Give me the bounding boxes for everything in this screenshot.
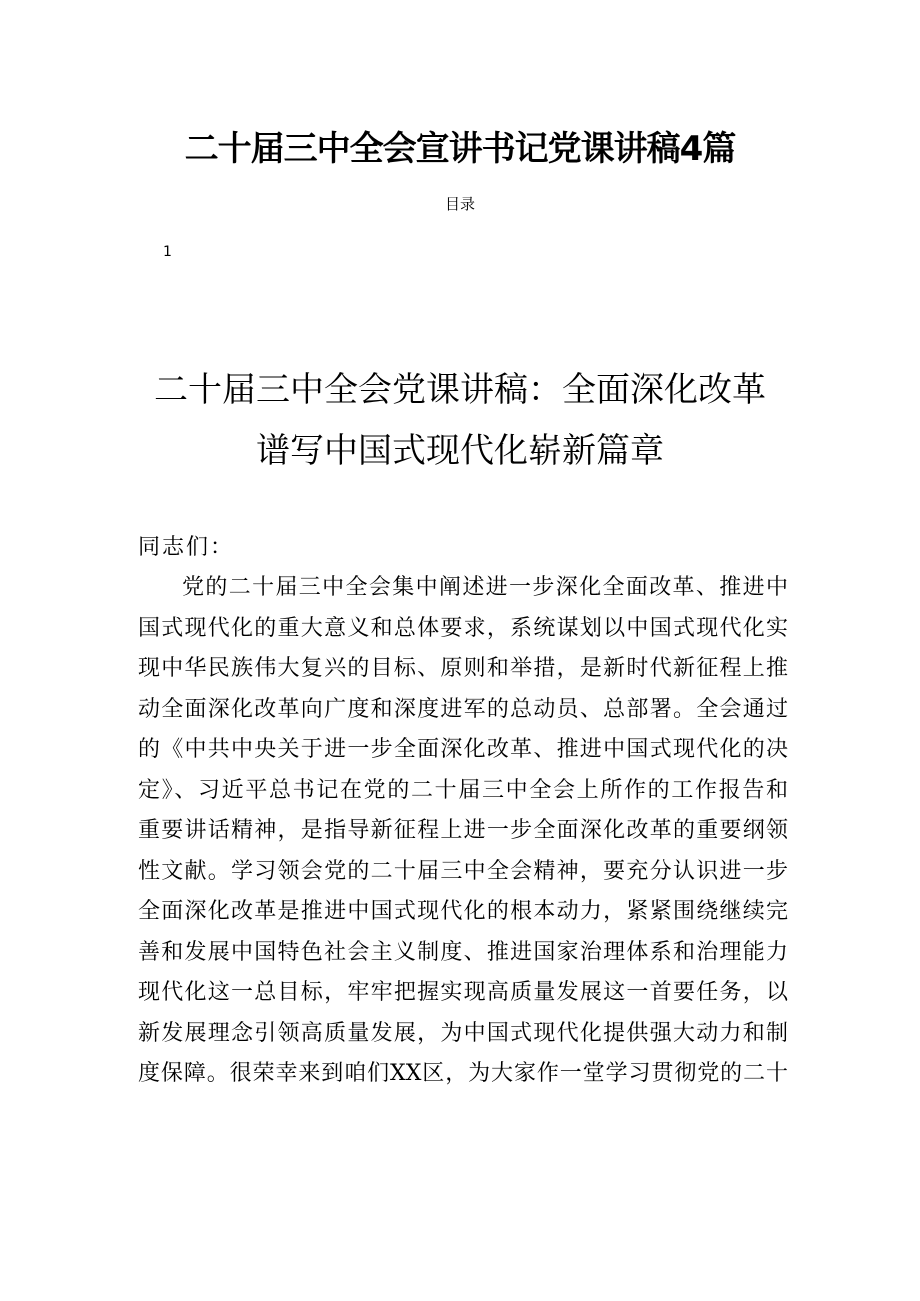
body-line: 党的二十届三中全会集中阐述进一步深化全面改革、推进中 — [182, 575, 788, 600]
toc-entry[interactable]: 1 — [163, 244, 172, 260]
body-line: 现代化这一总目标，牢牢把握实现高质量发展这一首要任务，以 — [138, 980, 788, 1005]
body-line: 的《中共中央关于进一步全面深化改革、推进中国式现代化的决 — [138, 737, 788, 762]
toc-label: 目录 — [444, 195, 475, 213]
document-title: 二十届三中全会宣讲书记党课讲稿4篇 — [184, 129, 736, 169]
salutation: 同志们： — [138, 535, 235, 560]
body-line: 度保障。很荣幸来到咱们XX区，为大家作一堂学习贯彻党的二十 — [138, 1061, 788, 1086]
body-line: 定》、习近平总书记在党的二十届三中全会上所作的工作报告和 — [138, 777, 788, 803]
body-line: 现中华民族伟大复兴的目标、原则和举措，是新时代新征程上推 — [138, 656, 788, 681]
body-line: 性文献。学习领会党的二十届三中全会精神，要充分认识进一步 — [138, 858, 788, 884]
body-line: 国式现代化的重大意义和总体要求，系统谋划以中国式现代化实 — [138, 615, 788, 641]
body-line: 全面深化改革是推进中国式现代化的根本动力，紧紧围绕继续完 — [138, 899, 788, 924]
article-title-line-1: 二十届三中全会党课讲稿：全面深化改革 — [154, 370, 766, 410]
article-title-line-2: 谱写中国式现代化崭新篇章 — [256, 431, 664, 471]
body-line: 新发展理念引领高质量发展，为中国式现代化提供强大动力和制 — [138, 1020, 788, 1046]
body-line: 善和发展中国特色社会主义制度、推进国家治理体系和治理能力 — [138, 939, 788, 965]
article-body — [138, 568, 788, 1095]
body-line: 重要讲话精神，是指导新征程上进一步全面深化改革的重要纲领 — [138, 818, 788, 843]
body-line: 动全面深化改革向广度和深度进军的总动员、总部署。全会通过 — [138, 696, 788, 722]
